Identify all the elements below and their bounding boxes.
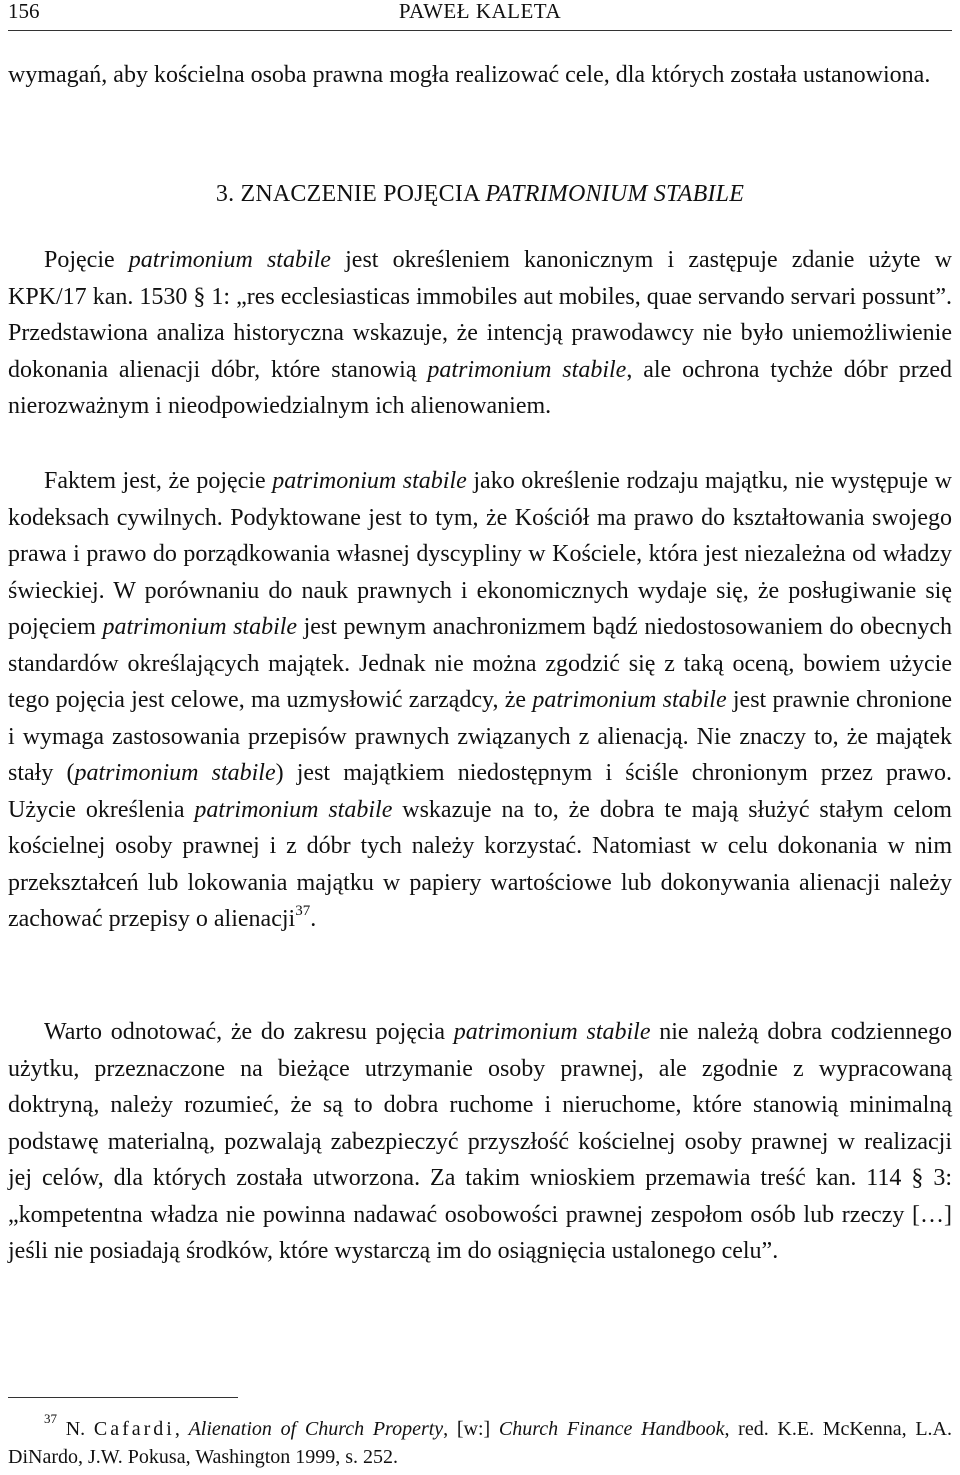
text-run: wskazuje na to, że dobra te mają służyć stałym celom kościelnej osoby prawnej i z dóbr tych należy korzystać. Natomiast w celu dokonania w nim przekształceń lub lokowania majątku w papiery wartościowe lub dokonywania alienacji należy zachować przepisy o alienacji (8, 796, 952, 932)
section-heading-text: 3. ZNACZENIE POJĘCIA (215, 181, 486, 207)
footnote-reference[interactable]: 37 (295, 903, 311, 919)
italic-term: patrimonium stabile (128, 247, 331, 273)
section-heading-italic: PATRIMONIUM STABILE (485, 181, 745, 207)
page-number: 156 (8, 0, 40, 23)
italic-term: patrimonium stabile (272, 468, 467, 494)
text-run: , (174, 1418, 189, 1440)
italic-term: patrimonium stabile (532, 687, 727, 713)
footnote-rule (8, 1397, 238, 1398)
italic-term: patrimonium stabile (427, 356, 627, 383)
section-heading (8, 181, 952, 208)
italic-term: patrimonium stabile (102, 614, 298, 640)
footnote-book-italic: Church Finance Handbook (498, 1418, 725, 1440)
footnote-number: 37 (44, 1411, 57, 1427)
text-run: ) jest majątkiem niedostępnym i ściśle chronionym przez prawo. Użycie określenia (8, 760, 952, 823)
text-run: jako określenie rodzaju majątku, nie występuje w kodeksach cywilnych. Podyktowane jest to tym, że Kościół ma prawo do kształtowania swojego prawa i prawo do porządkowania własnej dyscypliny w Kościele, która jest niezależna od władzy świeckiej. W porównaniu do nauk prawnych i ekonomicznych wydaje się, że posługiwanie się pojęciem (8, 468, 952, 640)
text-run: Pojęcie (44, 247, 129, 273)
paragraph-2 (8, 463, 952, 938)
running-head-author: PAWEŁ KALETA (398, 0, 562, 23)
italic-term: patrimonium stabile (74, 760, 276, 786)
text-run: jest prawnie chronione i wymaga zastosowania przepisów prawnych związanych z alienacją. Nie znaczy to, że majątek stały ( (8, 687, 952, 786)
running-header (8, 0, 952, 30)
italic-term: patrimonium stabile (194, 796, 393, 823)
text-run: jest określeniem kanonicznym i zastępuje zdanie użyte w KPK/17 kan. 1530 § 1: „res ecclesiasticas immobiles aut mobiles, quae servando servari possunt”. Przedstawiona analiza historyczna wskazuje, że intencją prawodawcy nie było uniemożliwienie dokonania alienacji dóbr, które stanowią (8, 247, 953, 383)
text-run: N. (57, 1418, 94, 1440)
text-run: , [w:] (443, 1418, 499, 1440)
footnote-title-italic: Alienation of Church Property (188, 1418, 444, 1440)
paragraph-text: wymagań, aby kościelna osoba prawna mogła realizować cele, dla których została ustanowiona. (8, 62, 931, 88)
text-run: nie należą dobra codziennego użytku, przeznaczone na bieżące utrzymanie osoby prawnej, ale zgodnie z wypracowaną doktryną, należy rozumieć, że są to dobra ruchome i nieruchome, które stanowią minimalną podstawę materialną, pozwalają zabezpieczyć przyszłość kościelnej osoby prawnej w realizacji jej celów, dla których została utworzona. Za takim wnioskiem przemawia treść kan. 114 § 3: „kompetentna władza nie powinna nadawać osobowości prawnej zespołom osób lub rzeczy […] jeśli nie posiadają środków, które wystarczą im do osiągnięcia ustalonego celu”. (8, 1019, 952, 1264)
text-run: jest pewnym anachronizmem bądź niedostosowaniem do obecnych standardów określających majątek. Jednak nie można zgodzić się z taką oceną, bowiem użycie tego pojęcia jest celowe, ma uzmysłowić zarządcy, że (8, 614, 952, 713)
text-run: Warto odnotować, że do zakresu pojęcia (44, 1019, 454, 1045)
footnote-author: Cafardi (93, 1418, 175, 1440)
paragraph-continued (8, 57, 952, 94)
paragraph-1 (8, 242, 952, 425)
italic-term: patrimonium stabile (453, 1019, 651, 1045)
text-run: Faktem jest, że pojęcie (44, 468, 273, 494)
text-run: . (310, 906, 317, 932)
footnote-37 (8, 1411, 952, 1471)
header-rule (8, 30, 952, 31)
text-run: , red. K.E. McKenna, L.A. DiNardo, J.W. Pokusa, Washington 1999, s. 252. (8, 1418, 952, 1468)
paragraph-3 (8, 1014, 952, 1270)
text-run: , ale ochrona tychże dóbr przed nierozważnym i nieodpowiedzialnym ich alienowaniem. (8, 356, 952, 419)
